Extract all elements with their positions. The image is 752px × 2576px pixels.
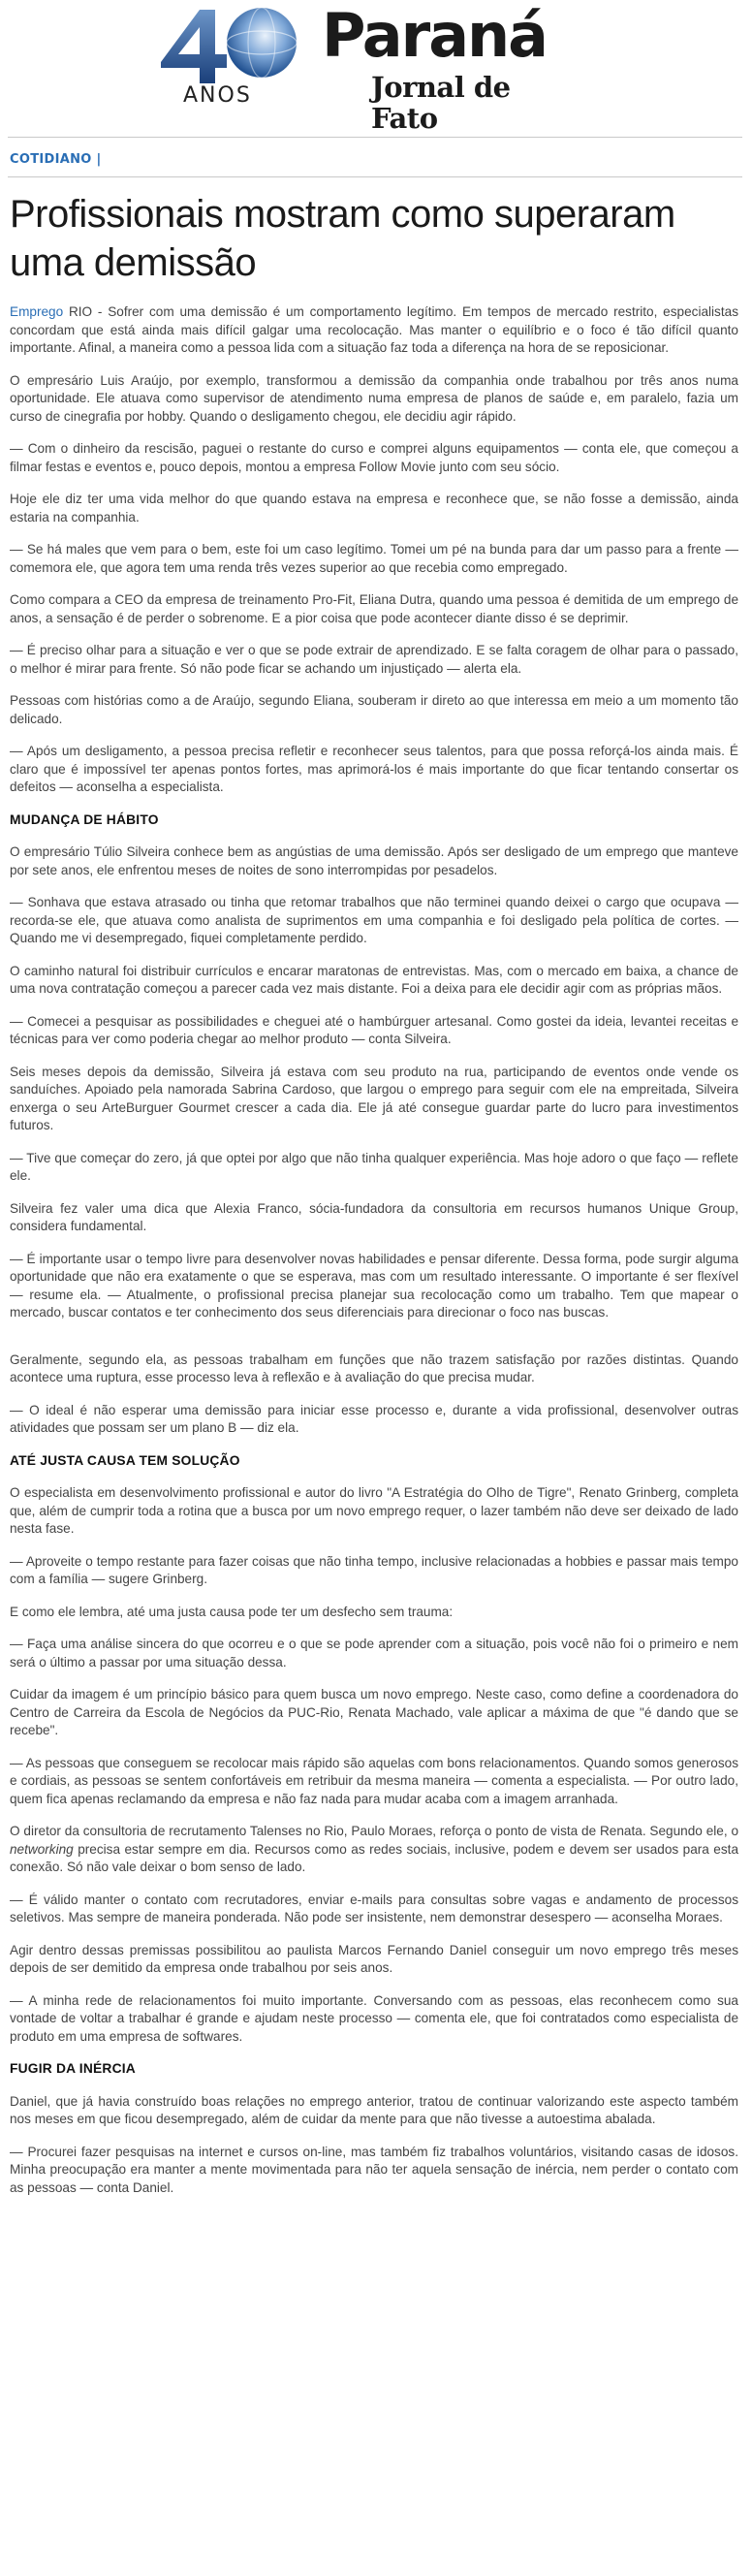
paragraph: Hoje ele diz ter uma vida melhor do que quando estava na empresa e reconhece que, se não fosse a demissão, ainda estaria na companhia.: [10, 492, 738, 525]
paragraph: — Com o dinheiro da rescisão, paguei o restante do curso e comprei alguns equipamentos — conta ele, que começou a filmar festas e eventos e, pouco depois, montou a empresa Follow Movie junto com seu sócio.: [10, 441, 738, 474]
article-headline: Profissionais mostram como superaram uma demissão: [10, 193, 675, 284]
paragraph: O empresário Túlio Silveira conhece bem as angústias de uma demissão. Após ser desligado de um emprego que manteve por sete anos, ele enfrentou meses de noites de sono interrompidas por pesadelos.: [10, 844, 738, 877]
subheading: FUGIR DA INÉRCIA: [10, 2061, 136, 2076]
section-label[interactable]: COTIDIANO |: [10, 152, 102, 167]
text-span: precisa estar sempre em dia. Recursos como as redes sociais, inclusive, podem e devem ser usados para esta conexão. Só não vale deixar o bom senso de lado.: [10, 1841, 738, 1874]
paragraph: [10, 1823, 738, 1877]
paragraph: — As pessoas que conseguem se recolocar mais rápido são aquelas com bons relacionamentos. Quando somos generosos e cordiais, as pessoas se sentem confortáveis em retribuir da mesma maneira — comenta a especialista. — Por outro lado, quem fica apenas reclamando da empresa e não faz nada para mudar acaba com a imagem arranhada.: [10, 1755, 738, 1806]
paragraph: Pessoas com histórias como a de Araújo, segundo Eliana, souberam ir direto ao que interessa em meio a um momento tão delicado.: [10, 693, 738, 726]
paragraph: — Faça uma análise sincera do que ocorreu e o que se pode aprender com a situação, pois você não foi o primeiro e nem será o último a passar por uma situação dessa.: [10, 1637, 738, 1670]
brand-tagline: Jornal de Fato: [371, 71, 511, 135]
lead-paragraph: [10, 303, 738, 358]
lead-text: RIO - Sofrer com uma demissão é um comportamento legítimo. Em tempos de mercado restrito, especialistas concordam que está ainda mais difícil galgar uma recolocação. Mas manter o equilíbrio e o foco é tão difícil quanto importante. Afinal, a maneira como a pessoa lida com a situação faz toda a diferença na hora de se reposicionar.: [10, 304, 738, 355]
paragraph: Cuidar da imagem é um princípio básico para quem busca um novo emprego. Neste caso, como define a coordenadora do Centro de Carreira da Escola de Negócios da PUC-Rio, Renata Machado, vale aplicar a máxima de que "é dando que se recebe".: [10, 1687, 738, 1737]
paragraph: Como compara a CEO da empresa de treinamento Pro-Fit, Eliana Dutra, quando uma pessoa é demitida de um emprego de anos, a sensação é de perder o sobrenome. E a pior coisa que pode acontecer diante disso é se deprimir.: [10, 592, 738, 625]
text-span: O diretor da consultoria de recrutamento Talenses no Rio, Paulo Moraes, reforça o ponto de vista de Renata. Segundo ele, o: [10, 1824, 738, 1838]
paragraph: — O ideal é não esperar uma demissão para iniciar esse processo e, durante a vida profissional, desenvolver outras atividades que possam ser um plano B — diz ela.: [10, 1402, 738, 1435]
emphasis-text: networking: [10, 1841, 74, 1857]
paragraph: — Tive que começar do zero, já que optei por algo que não tinha qualquer experiência. Mas hoje adoro o que faço — reflete ele.: [10, 1150, 738, 1183]
brand-name: Paraná: [322, 0, 548, 71]
divider: [8, 176, 742, 177]
paragraph: O caminho natural foi distribuir currículos e encarar maratonas de entrevistas. Mas, com o mercado em baixa, a chance de uma nova contratação começou a parecer cada vez mais distante. Foi a deixa para ele decidir agir com as próprias mãos.: [10, 963, 738, 996]
paragraph: Daniel, que já havia construído boas relações no emprego anterior, tratou de continuar valorizando este aspecto também nos meses em que ficou desempregado, além de cuidar da mente para que não tivesse a autoestima abalada.: [10, 2093, 738, 2126]
paragraph: O empresário Luis Araújo, por exemplo, transformou a demissão da companhia onde trabalhou por três anos numa oportunidade. Ele atuava como supervisor de atendimento numa empresa de planos de saúde e, em paralelo, fazia um curso de cinegrafia por hobby. Quando o desligamento chegou, ele decidiu agir rápido.: [10, 372, 738, 424]
subheading: MUDANÇA DE HÁBITO: [10, 811, 159, 827]
anniversary-word: ANOS: [183, 83, 252, 108]
paragraph: — Aproveite o tempo restante para fazer coisas que não tinha tempo, inclusive relacionadas a hobbies e passar mais tempo com a família — sugere Grinberg.: [10, 1553, 738, 1586]
paragraph: E como ele lembra, até uma justa causa pode ter um desfecho sem trauma:: [10, 1604, 454, 1619]
logo-link[interactable]: [150, 0, 575, 135]
paragraph: — Comecei a pesquisar as possibilidades e cheguei até o hambúrguer artesanal. Como gostei da ideia, levantei receitas e técnicas para ver como poderia chegar ao melhor produto — conta Silveira.: [10, 1013, 738, 1046]
paragraph: — É importante usar o tempo livre para desenvolver novas habilidades e pensar diferente. Dessa forma, pode surgir alguma oportunidade que não era exatamente o que se esperava, mas com um resultado interessante. O importante é ser flexível — resume ela. — Atualmente, o profissional precisa planejar sua recolocação como um trabalho. Tem que mapear o mercado, buscar contatos e ter conhecimento dos seus diferenciais para direcionar o foco nas buscas.: [10, 1251, 738, 1320]
paragraph: — Procurei fazer pesquisas na internet e cursos on-line, mas também fiz trabalhos voluntários, visitando casas de idosos. Minha preocupação era manter a mente movimentada para não ter aquela sensação de inércia, nem perder o contato com as pessoas — conta Daniel.: [10, 2144, 738, 2195]
paragraph: — A minha rede de relacionamentos foi muito importante. Conversando com as pessoas, elas reconhecem como sua vontade de voltar a trabalhar é grande e ajudam neste processo — comenta ele, que foi contratados como especialista de produto em uma empresa de softwares.: [10, 1992, 738, 2044]
paragraph: Seis meses depois da demissão, Silveira já estava com seu produto na rua, participando de eventos onde vende os sanduíches. Apoiado pela namorada Sabrina Cardoso, que largou o emprego para seguir com ele na empreitada, Silveira enxerga o seu ArteBurguer Gourmet crescer a cada dia. Ele já até consegue guardar parte do lucro para investimentos futuros.: [10, 1064, 738, 1132]
subheading: ATÉ JUSTA CAUSA TEM SOLUÇÃO: [10, 1452, 240, 1468]
paragraph: O especialista em desenvolvimento profissional e autor do livro "A Estratégia do Olho de Tigre", Renato Grinberg, completa que, além de cumprir toda a rotina que a busca por um novo emprego requer, o lazer também não deve ser deixado de lado nesta fase.: [10, 1485, 738, 1536]
paragraph: — É preciso olhar para a situação e ver o que se pode extrair de aprendizado. E se falta coragem de olhar para o passado, o melhor é mirar para frente. Só não pode ficar se achando um injustiçado — alerta ela.: [10, 643, 738, 676]
paragraph: — É válido manter o contato com recrutadores, enviar e-mails para consultas sobre vagas e andamento de processos seletivos. Mas sempre de maneira ponderada. Não pode ser insistente, nem demonstrar desespero — aconselha Moraes.: [10, 1892, 738, 1924]
paragraph: — Se há males que vem para o bem, este foi um caso legítimo. Tomei um pé na bunda para dar um passo para a frente — comemora ele, que agora tem uma renda três vezes superior ao que recebia como empregado.: [10, 542, 738, 575]
paragraph: — Após um desligamento, a pessoa precisa refletir e reconhecer seus talentos, para que possa reforçá-los ainda mais. É claro que é impossível ter apenas pontos fortes, mas aprimorá-los é mais importante do que ficar tentando consertar os defeitos — aconselha a especialista.: [10, 744, 738, 794]
paragraph: Agir dentro dessas premissas possibilitou ao paulista Marcos Fernando Daniel conseguir um novo emprego três meses depois de ser demitido da empresa onde trabalhou por seis anos.: [10, 1942, 738, 1975]
tag-link[interactable]: Emprego: [10, 304, 64, 319]
paragraph: — Sonhava que estava atrasado ou tinha que retomar trabalhos que não terminei quando deixei o cargo que ocupava — recorda-se ele, que atuava como analista de suprimentos em uma companhia e foi desligado pela política de cortes. — Quando me vi desempregado, fiquei completamente perdido.: [10, 895, 738, 945]
masthead: [0, 0, 752, 135]
paragraph: Geralmente, segundo ela, as pessoas trabalham em funções que não trazem satisfação por razões distintas. Quando acontece uma ruptura, esse processo leva à reflexão e à avaliação do que precisa mudar.: [10, 1352, 738, 1384]
article-body: [10, 303, 738, 2211]
divider: [8, 137, 742, 138]
paragraph: Silveira fez valer uma dica que Alexia Franco, sócia-fundadora da consultoria em recursos humanos Unique Group, considera fundamental.: [10, 1200, 738, 1233]
